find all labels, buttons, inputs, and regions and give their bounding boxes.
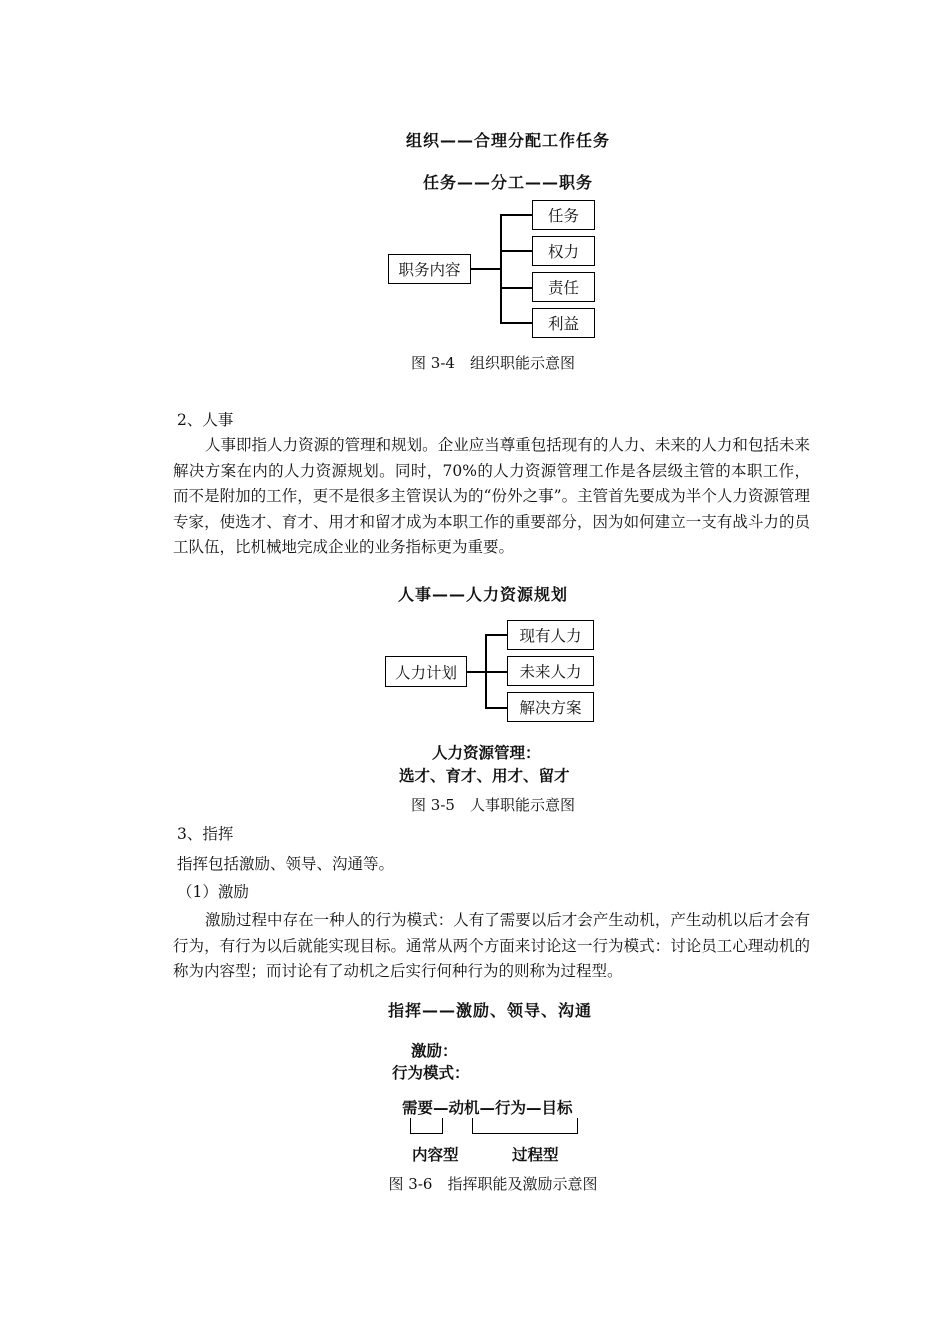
fig35-root-box: 人力计划 <box>385 656 467 687</box>
fig36-label-behavior: 行为模式： <box>392 1064 470 1082</box>
sec3-heading: 3、指挥 <box>177 825 234 843</box>
fig34-caption: 图 3-4 组织职能示意图 <box>411 354 575 372</box>
fig36-process-type: 过程型 <box>512 1146 559 1164</box>
fig36-bracket-right <box>472 1118 578 1134</box>
fig34-branch-2 <box>500 250 532 252</box>
fig34-subtitle: 任务——分工——职务 <box>422 173 593 192</box>
fig36-chain: 需要—动机—行为—目标 <box>402 1099 573 1117</box>
fig34-branch-3 <box>500 287 532 289</box>
fig34-branch-4 <box>500 322 532 324</box>
fig34-branch-1 <box>500 214 532 216</box>
sec3-sub: （1）激励 <box>177 883 249 901</box>
sec2-paragraph: 人事即指人力资源的管理和规划。企业应当尊重包括现有的人力、未来的人力和包括未来解决方案在内的人力资源规划。同时，70%的人力资源管理工作是各层级主管的本职工作，而不是附加的工作，更不是很多主管误认为的“份外之事”。主管首先要成为半个人力资源管理专家，使选才、育才、用才和留才成为本职工作的重要部分，因为如何建立一支有战斗力的员工队伍，比机械地完成企业的业务指标更为重要。 <box>173 436 810 556</box>
fig34-title: 组织——合理分配工作任务 <box>405 131 610 150</box>
fig35-title: 人事——人力资源规划 <box>397 585 568 604</box>
fig36-bracket-left <box>410 1118 443 1134</box>
fig34-item-box: 利益 <box>532 308 595 338</box>
sec3-line: 指挥包括激励、领导、沟通等。 <box>177 855 395 873</box>
fig35-item-box: 现有人力 <box>507 620 594 650</box>
fig34-item-box: 权力 <box>532 236 595 266</box>
fig35-item-box: 解决方案 <box>507 692 594 722</box>
fig35-branch-1 <box>485 634 507 636</box>
sec2-heading: 2、人事 <box>177 411 234 429</box>
fig36-content-type: 内容型 <box>412 1146 459 1164</box>
fig34-item-box: 责任 <box>532 272 595 302</box>
fig34-item-box: 任务 <box>532 200 595 230</box>
fig35-branch-3 <box>485 707 507 709</box>
fig35-item-box: 未来人力 <box>507 656 594 686</box>
sec3-paragraph: 激励过程中存在一种人的行为模式：人有了需要以后才会产生动机，产生动机以后才会有行为，有行为以后就能实现目标。通常从两个方面来讨论这一行为模式：讨论员工心理动机的称为内容型；而讨论有了动机之后实行何种行为的则称为过程型。 <box>173 911 810 980</box>
fig35-branch-2 <box>485 671 507 673</box>
fig35-note-items: 选才、育才、用才、留才 <box>399 767 570 785</box>
fig35-note-title: 人力资源管理： <box>432 744 541 762</box>
fig36-label-incentive: 激励： <box>411 1042 458 1060</box>
fig35-caption: 图 3-5 人事职能示意图 <box>411 796 575 814</box>
fig34-root-box: 职务内容 <box>388 254 471 284</box>
fig34-connector-v <box>500 214 502 323</box>
fig36-title: 指挥——激励、领导、沟通 <box>388 1001 593 1020</box>
fig35-connector-h <box>467 671 486 673</box>
fig36-caption: 图 3-6 指挥职能及激励示意图 <box>388 1175 598 1193</box>
fig34-connector-h <box>471 268 501 270</box>
